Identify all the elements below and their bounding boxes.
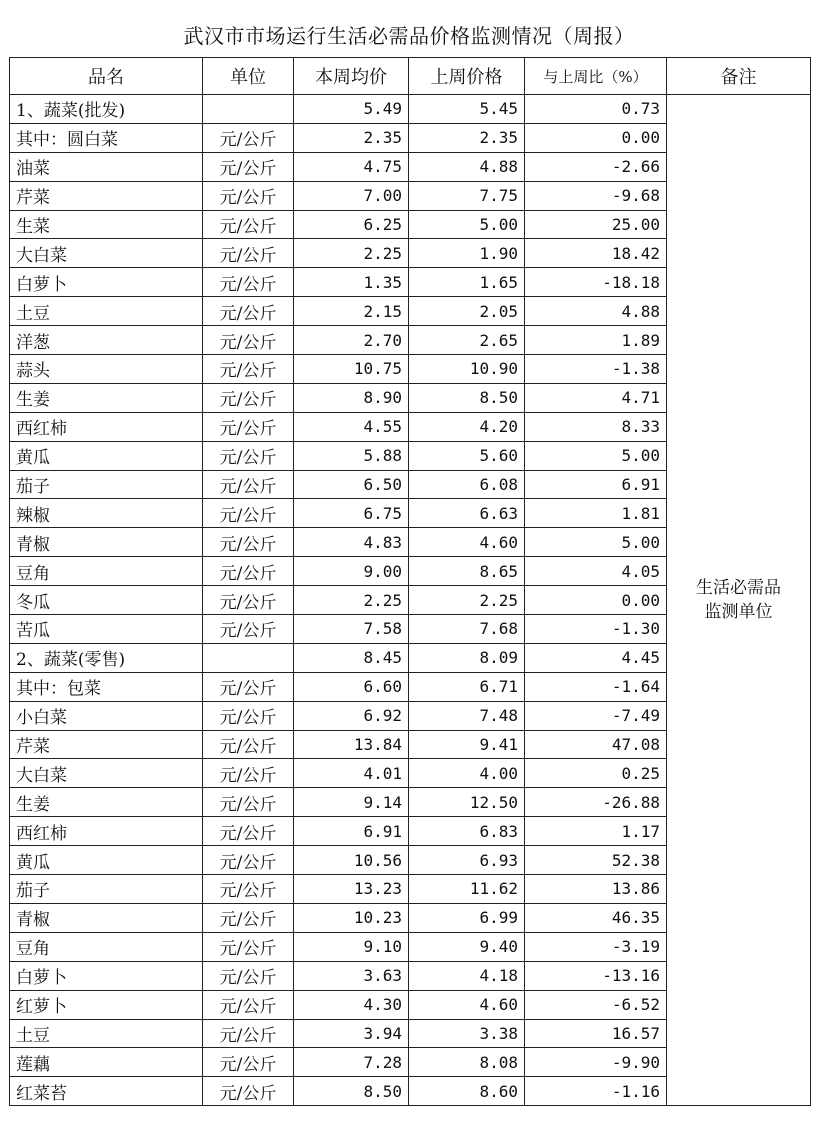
row-this-week-cell: 5.49	[294, 95, 409, 124]
row-change-cell: 8.33	[525, 412, 667, 441]
row-this-week-cell: 8.90	[294, 383, 409, 412]
row-unit-cell: 元/公斤	[203, 239, 294, 268]
row-this-week-cell: 5.88	[294, 441, 409, 470]
row-this-week-cell: 4.55	[294, 412, 409, 441]
page-title: 武汉市市场运行生活必需品价格监测情况（周报）	[183, 24, 635, 48]
row-this-week-cell: 6.60	[294, 672, 409, 701]
row-this-week-cell: 2.70	[294, 326, 409, 355]
row-this-week-cell: 10.56	[294, 846, 409, 875]
row-unit-cell: 元/公斤	[203, 701, 294, 730]
row-last-week-cell: 6.99	[409, 903, 525, 932]
row-unit-cell: 元/公斤	[203, 672, 294, 701]
row-last-week-cell: 8.60	[409, 1077, 525, 1106]
row-last-week-cell: 2.25	[409, 586, 525, 615]
row-last-week-cell: 2.65	[409, 326, 525, 355]
row-unit-cell: 元/公斤	[203, 268, 294, 297]
row-change-cell: -6.52	[525, 990, 667, 1019]
row-last-week-cell: 6.71	[409, 672, 525, 701]
row-this-week-cell: 9.14	[294, 788, 409, 817]
row-unit-cell: 元/公斤	[203, 1077, 294, 1106]
header-this-week: 本周均价	[294, 58, 409, 95]
row-change-cell: 52.38	[525, 846, 667, 875]
row-change-cell: 4.45	[525, 643, 667, 672]
row-last-week-cell: 5.00	[409, 210, 525, 239]
row-this-week-cell: 2.35	[294, 123, 409, 152]
row-change-cell: 4.05	[525, 557, 667, 586]
row-change-cell: -9.90	[525, 1048, 667, 1077]
row-unit-cell: 元/公斤	[203, 326, 294, 355]
row-unit-cell: 元/公斤	[203, 759, 294, 788]
row-last-week-cell: 10.90	[409, 355, 525, 384]
row-unit-cell: 元/公斤	[203, 557, 294, 586]
row-change-cell: -9.68	[525, 181, 667, 210]
row-unit-cell: 元/公斤	[203, 846, 294, 875]
note-line-1: 生活必需品	[696, 578, 781, 599]
header-last-week: 上周价格	[409, 58, 525, 95]
row-last-week-cell: 6.08	[409, 470, 525, 499]
row-last-week-cell: 1.65	[409, 268, 525, 297]
table-body	[10, 95, 811, 1106]
row-last-week-cell: 4.18	[409, 961, 525, 990]
row-name-cell: 豆角	[10, 557, 203, 586]
row-this-week-cell: 9.10	[294, 932, 409, 961]
row-last-week-cell: 1.90	[409, 239, 525, 268]
row-unit-cell: 元/公斤	[203, 990, 294, 1019]
row-last-week-cell: 4.88	[409, 152, 525, 181]
row-name-cell: 2、蔬菜(零售)	[10, 643, 203, 672]
row-last-week-cell: 3.38	[409, 1019, 525, 1048]
row-this-week-cell: 2.25	[294, 586, 409, 615]
row-this-week-cell: 1.35	[294, 268, 409, 297]
row-last-week-cell: 9.40	[409, 932, 525, 961]
row-unit-cell: 元/公斤	[203, 932, 294, 961]
row-this-week-cell: 2.25	[294, 239, 409, 268]
row-this-week-cell: 10.23	[294, 903, 409, 932]
row-last-week-cell: 9.41	[409, 730, 525, 759]
header-name: 品名	[10, 58, 203, 95]
row-unit-cell: 元/公斤	[203, 961, 294, 990]
row-last-week-cell: 4.00	[409, 759, 525, 788]
row-name-cell: 红萝卜	[10, 990, 203, 1019]
row-this-week-cell: 13.23	[294, 875, 409, 904]
row-change-cell: 47.08	[525, 730, 667, 759]
row-name-cell: 茄子	[10, 470, 203, 499]
row-unit-cell	[203, 643, 294, 672]
row-name-cell: 土豆	[10, 1019, 203, 1048]
row-this-week-cell: 2.15	[294, 297, 409, 326]
row-unit-cell: 元/公斤	[203, 875, 294, 904]
row-unit-cell: 元/公斤	[203, 528, 294, 557]
row-last-week-cell: 4.60	[409, 990, 525, 1019]
row-name-cell: 黄瓜	[10, 846, 203, 875]
row-name-cell: 生姜	[10, 383, 203, 412]
row-this-week-cell: 3.94	[294, 1019, 409, 1048]
price-table	[9, 57, 811, 1106]
row-unit-cell: 元/公斤	[203, 210, 294, 239]
row-name-cell: 洋葱	[10, 326, 203, 355]
row-unit-cell: 元/公斤	[203, 383, 294, 412]
row-name-cell: 芹菜	[10, 730, 203, 759]
row-change-cell: 18.42	[525, 239, 667, 268]
row-change-cell: -1.16	[525, 1077, 667, 1106]
row-name-cell: 油菜	[10, 152, 203, 181]
row-change-cell: 4.71	[525, 383, 667, 412]
row-name-cell: 青椒	[10, 903, 203, 932]
row-unit-cell	[203, 95, 294, 124]
row-this-week-cell: 10.75	[294, 355, 409, 384]
header-unit: 单位	[203, 58, 294, 95]
row-change-cell: 16.57	[525, 1019, 667, 1048]
note-line-2: 监测单位	[704, 602, 773, 623]
row-name-cell: 莲藕	[10, 1048, 203, 1077]
note-cell	[667, 95, 811, 1106]
row-name-cell: 其中：包菜	[10, 672, 203, 701]
row-unit-cell: 元/公斤	[203, 123, 294, 152]
row-unit-cell: 元/公斤	[203, 586, 294, 615]
row-name-cell: 苦瓜	[10, 615, 203, 644]
row-last-week-cell: 7.75	[409, 181, 525, 210]
row-name-cell: 1、蔬菜(批发)	[10, 95, 203, 124]
row-name-cell: 大白菜	[10, 239, 203, 268]
row-last-week-cell: 6.93	[409, 846, 525, 875]
row-this-week-cell: 6.75	[294, 499, 409, 528]
row-name-cell: 生菜	[10, 210, 203, 239]
row-unit-cell: 元/公斤	[203, 499, 294, 528]
row-last-week-cell: 8.09	[409, 643, 525, 672]
header-change: 与上周比（%）	[525, 58, 667, 95]
row-last-week-cell: 2.05	[409, 297, 525, 326]
row-last-week-cell: 7.68	[409, 615, 525, 644]
row-name-cell: 茄子	[10, 875, 203, 904]
row-change-cell: 0.00	[525, 123, 667, 152]
row-change-cell: 13.86	[525, 875, 667, 904]
row-name-cell: 白萝卜	[10, 961, 203, 990]
row-last-week-cell: 5.45	[409, 95, 525, 124]
row-change-cell: -26.88	[525, 788, 667, 817]
row-change-cell: -13.16	[525, 961, 667, 990]
row-change-cell: 1.89	[525, 326, 667, 355]
row-last-week-cell: 2.35	[409, 123, 525, 152]
row-name-cell: 大白菜	[10, 759, 203, 788]
header-note: 备注	[667, 58, 811, 95]
row-last-week-cell: 4.60	[409, 528, 525, 557]
row-change-cell: -2.66	[525, 152, 667, 181]
row-name-cell: 西红柿	[10, 412, 203, 441]
row-change-cell: 5.00	[525, 528, 667, 557]
row-this-week-cell: 3.63	[294, 961, 409, 990]
row-change-cell: -1.38	[525, 355, 667, 384]
row-name-cell: 土豆	[10, 297, 203, 326]
row-this-week-cell: 4.75	[294, 152, 409, 181]
row-unit-cell: 元/公斤	[203, 355, 294, 384]
row-this-week-cell: 7.00	[294, 181, 409, 210]
row-this-week-cell: 4.30	[294, 990, 409, 1019]
row-unit-cell: 元/公斤	[203, 412, 294, 441]
row-last-week-cell: 6.83	[409, 817, 525, 846]
row-change-cell: -1.64	[525, 672, 667, 701]
row-unit-cell: 元/公斤	[203, 1019, 294, 1048]
row-unit-cell: 元/公斤	[203, 1048, 294, 1077]
row-this-week-cell: 6.50	[294, 470, 409, 499]
row-change-cell: -7.49	[525, 701, 667, 730]
row-unit-cell: 元/公斤	[203, 817, 294, 846]
row-name-cell: 豆角	[10, 932, 203, 961]
row-change-cell: 0.00	[525, 586, 667, 615]
row-last-week-cell: 11.62	[409, 875, 525, 904]
row-name-cell: 红菜苔	[10, 1077, 203, 1106]
row-unit-cell: 元/公斤	[203, 441, 294, 470]
row-change-cell: 0.73	[525, 95, 667, 124]
row-name-cell: 蒜头	[10, 355, 203, 384]
row-this-week-cell: 7.58	[294, 615, 409, 644]
row-change-cell: 1.17	[525, 817, 667, 846]
row-name-cell: 辣椒	[10, 499, 203, 528]
row-change-cell: -18.18	[525, 268, 667, 297]
table-row	[10, 95, 811, 124]
row-unit-cell: 元/公斤	[203, 470, 294, 499]
row-change-cell: 5.00	[525, 441, 667, 470]
row-this-week-cell: 4.83	[294, 528, 409, 557]
row-this-week-cell: 13.84	[294, 730, 409, 759]
row-unit-cell: 元/公斤	[203, 297, 294, 326]
row-name-cell: 其中：圆白菜	[10, 123, 203, 152]
row-this-week-cell: 8.50	[294, 1077, 409, 1106]
row-last-week-cell: 8.50	[409, 383, 525, 412]
row-change-cell: 46.35	[525, 903, 667, 932]
row-name-cell: 白萝卜	[10, 268, 203, 297]
row-unit-cell: 元/公斤	[203, 181, 294, 210]
row-this-week-cell: 9.00	[294, 557, 409, 586]
row-name-cell: 芹菜	[10, 181, 203, 210]
row-last-week-cell: 5.60	[409, 441, 525, 470]
row-last-week-cell: 8.08	[409, 1048, 525, 1077]
row-change-cell: 1.81	[525, 499, 667, 528]
table-header-row	[10, 58, 811, 95]
row-unit-cell: 元/公斤	[203, 730, 294, 759]
row-unit-cell: 元/公斤	[203, 788, 294, 817]
row-unit-cell: 元/公斤	[203, 152, 294, 181]
row-this-week-cell: 6.91	[294, 817, 409, 846]
row-change-cell: -3.19	[525, 932, 667, 961]
row-change-cell: 25.00	[525, 210, 667, 239]
row-name-cell: 黄瓜	[10, 441, 203, 470]
row-name-cell: 西红柿	[10, 817, 203, 846]
row-this-week-cell: 7.28	[294, 1048, 409, 1077]
row-name-cell: 生姜	[10, 788, 203, 817]
row-this-week-cell: 8.45	[294, 643, 409, 672]
row-change-cell: 0.25	[525, 759, 667, 788]
row-last-week-cell: 12.50	[409, 788, 525, 817]
row-this-week-cell: 4.01	[294, 759, 409, 788]
row-this-week-cell: 6.92	[294, 701, 409, 730]
row-change-cell: 6.91	[525, 470, 667, 499]
row-last-week-cell: 6.63	[409, 499, 525, 528]
row-change-cell: 4.88	[525, 297, 667, 326]
row-this-week-cell: 6.25	[294, 210, 409, 239]
row-name-cell: 冬瓜	[10, 586, 203, 615]
row-unit-cell: 元/公斤	[203, 903, 294, 932]
row-last-week-cell: 8.65	[409, 557, 525, 586]
row-name-cell: 青椒	[10, 528, 203, 557]
row-change-cell: -1.30	[525, 615, 667, 644]
row-last-week-cell: 7.48	[409, 701, 525, 730]
row-last-week-cell: 4.20	[409, 412, 525, 441]
row-name-cell: 小白菜	[10, 701, 203, 730]
row-unit-cell: 元/公斤	[203, 615, 294, 644]
